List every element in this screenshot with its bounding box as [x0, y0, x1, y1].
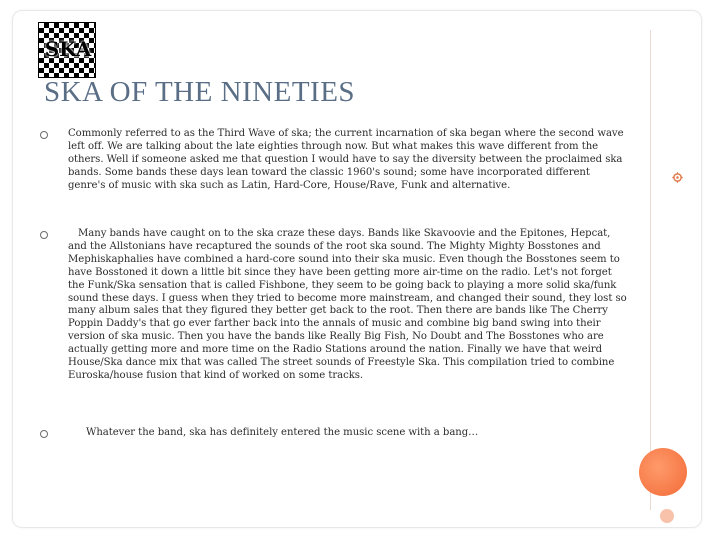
- bullet-circle-icon: [40, 231, 48, 239]
- decorative-small-circle: [660, 509, 674, 523]
- gear-icon: [672, 172, 683, 183]
- logo-text: SKA: [44, 37, 92, 61]
- ska-checkered-logo: [38, 22, 96, 78]
- bullet-text: Whatever the band, ska has definitely entered the music scene with a bang…: [86, 427, 479, 438]
- slide-title: SKA OF THE NINETIES: [44, 76, 356, 108]
- bullet-text: Many bands have caught on to the ska craze these days. Bands like Skavoovie and the Epitones, Hepcat, and the Allstonians have recaptured the sounds of the root ska sound. The Mighty Mighty Bosstones and Mephiskaphalies have combined a hard-core sound into their ska music. Even though the Bosstones seem to have Bosstoned it down a little bit since they have been getting more air-time on the radio. Let's not forget the Funk/Ska sensation that is called Fishbone, they seem to be going back to playing a more solid ska/funk sound these days. I guess when they tried to become more mainstream, and changed their sound, they lost so many album sales that they figured they better get back to the root. Then there are bands like The Cherry Poppin Daddy's that go ever farther back into the annals of music and combine big band swing into their version of ska music. Then you have the bands like Really Big Fish, No Doubt and The Bosstones who are actually getting more and more time on the Radio Stations around the nation. Finally we have that weird House/Ska dance mix that was called The street sounds of Freestyle Ska. This compilation tried to combine Euroska/house fusion that kind of worked on some tracks.: [68, 228, 627, 381]
- bullet-circle-icon: [40, 430, 48, 438]
- bullet-text: Commonly referred to as the Third Wave of ska; the current incarnation of ska began where the second wave left off. We are talking about the late eighties through now. But what makes this wave different from the others. Well if someone asked me that question I would have to say the diversity between the proclaimed ska bands. Some bands these days lean toward the classic 1960's sound; some have incorporated different genre's of music with ska such as Latin, Hard-Core, House/Rave, Funk and alternative.: [68, 128, 624, 191]
- slide-divider: [650, 30, 651, 510]
- bullet-circle-icon: [40, 131, 48, 139]
- decorative-orange-circle: [639, 448, 687, 496]
